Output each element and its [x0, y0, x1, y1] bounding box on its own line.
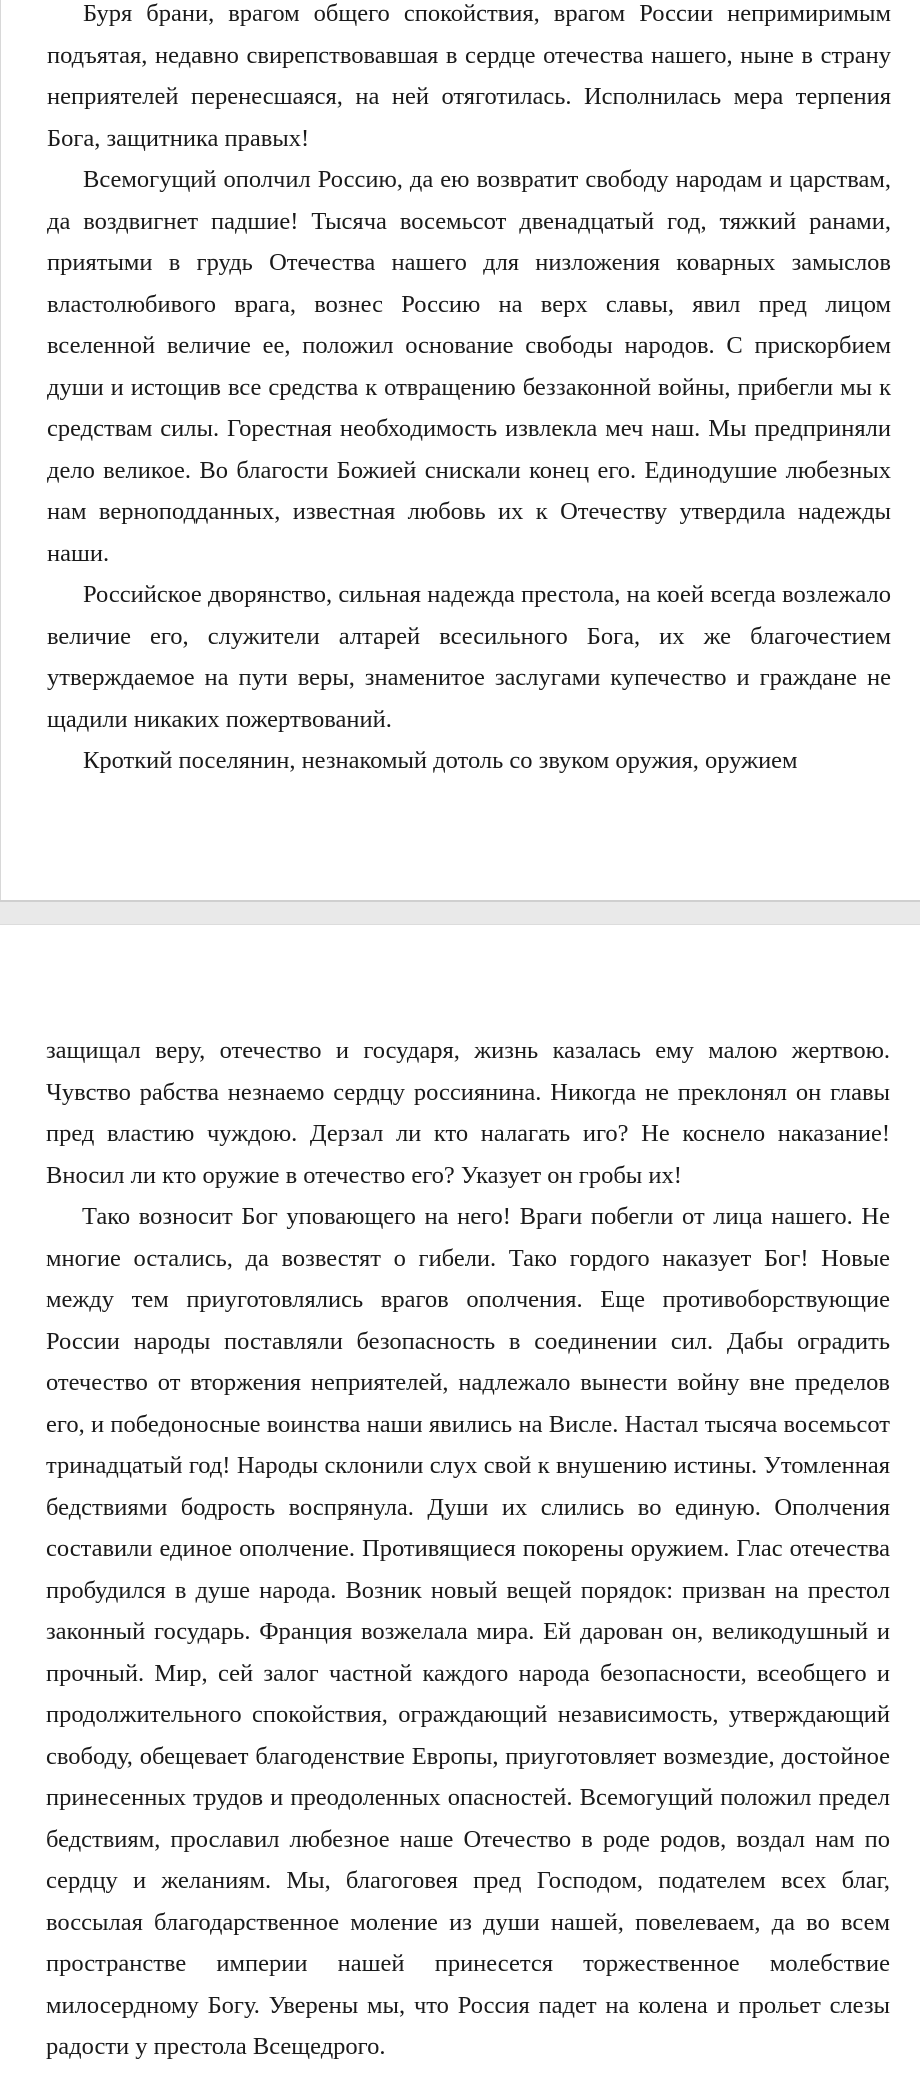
page-2-text [46, 1030, 890, 2068]
paragraph: Кроткий поселянин, незнакомый дотоль со звуком оружия, оружием [83, 747, 798, 774]
paragraph: Тако возносит Бог уповающего на него! Враги побегли от лица нашего. Не многие остались, да возвестят о гибели. Тако гордого наказует Бог! Новые между тем приуготовлялись врагов ополчения. Еще противоборствующие России народы поставляли безопасность в соединении сил. Дабы оградить отечество от вторжения неприятелей, надлежало вынести войну вне пределов его, и победоносные воинства наши явились на Висле. Настал тысяча восемьсот тринадцатый год! Народы склонили слух свой к внушению истины. Утомленная бедствиями бодрость воспрянула. Души их слились во единую. Ополчения составили единое ополчение. Противящиеся покорены оружием. Глас отечества пробудился в душе народа. Возник новый вещей порядок: призван на престол законный государь. Франция возжелала мира. Ей дарован он, великодушный и прочный. Мир, сей залог частной каждого народа безопасности, всеобщего и продолжительного спокойствия, ограждающий независимость, утверждающий свободу, обещевает благоденствие Европы, приуготовляет возмездие, достойное принесенных трудов и преодоленных опасностей. Всемогущий положил предел бедствиям, прославил любезное наше Отечество в роде родов, воздал нам по сердцу и желаниям. Мы, благоговея пред Господом, подателем всех благ, воссылая благодарственное моление из души нашей, повелеваем, да во всем пространстве империи нашей принесется торжественное молебствие милосердному Богу. Уверены мы, что Россия падет на колена и прольет слезы радости у престола Всещедрого. [46, 1203, 890, 2060]
paragraph: Буря брани, врагом общего спокойствия, врагом России непримиримым подъятая, недавно свирепствовавшая в сердце отечества нашего, ныне в страну неприятелей перенесшаяся, на ней отяготилась. Исполнилась мера терпения Бога, защитника правых! [47, 0, 891, 152]
page-1-text [47, 0, 891, 782]
paragraph: Всемогущий ополчил Россию, да ею возвратит свободу народам и царствам, да воздвигнет падшие! Тысяча восемьсот двенадцатый год, тяжкий ранами, приятыми в грудь Отечества нашего для низложения коварных замыслов властолюбивого врага, вознес Россию на верх славы, явил пред лицом вселенной величие ее, положил основание свободы народов. С прискорбием души и истощив все средства к отвращению беззаконной войны, прибегли мы к средствам силы. Горестная необходимость извлекла меч наш. Мы предприняли дело великое. Во благости Божией снискали конец его. Единодушие любезных нам верноподданных, известная любовь их к Отечеству утвердила надежды наши. [47, 166, 891, 567]
paragraph-continued: защищал веру, отечество и государя, жизнь казалась ему малою жертвою. Чувство рабства незнаемо сердцу россиянина. Никогда не преклонял он главы пред властию чуждою. Дерзал ли кто налагать иго? Не коснело наказание! Вносил ли кто оружие в отечество его? Указует он гробы их! [46, 1037, 890, 1189]
page-separator [0, 900, 920, 925]
document-page-2 [0, 925, 920, 2080]
paragraph: Российское дворянство, сильная надежда престола, на коей всегда возлежало величие его, служители алтарей всесильного Бога, их же благочестием утверждаемое на пути веры, знаменитое заслугами купечество и граждане не щадили никаких пожертвований. [47, 581, 891, 733]
document-page-1 [0, 0, 920, 900]
